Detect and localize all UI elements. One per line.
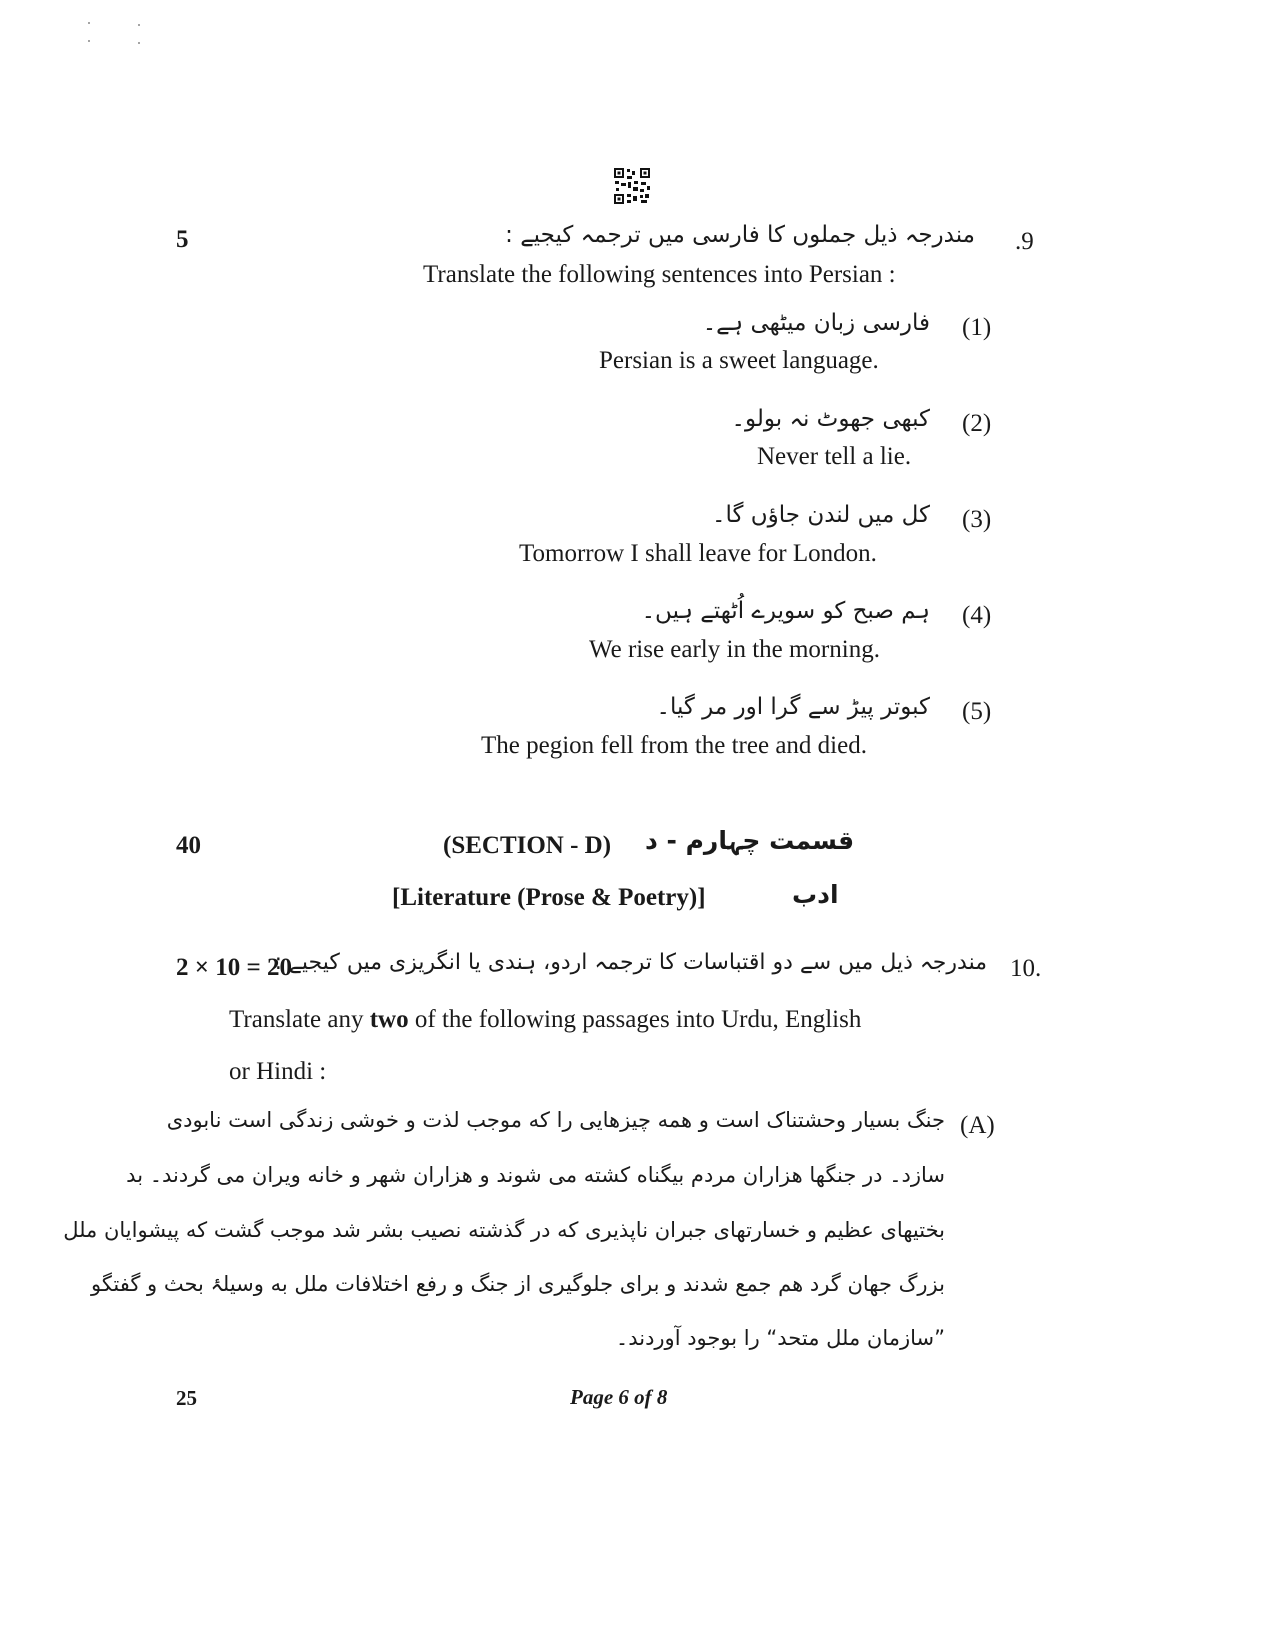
q9-item-urdu: کبھی جھوٹ نہ بولو۔ <box>731 406 930 432</box>
q9-item-english: The pegion fell from the tree and died. <box>481 732 867 759</box>
marks-section-d: 40 <box>176 832 201 859</box>
section-title-english: (SECTION - D) <box>443 832 612 859</box>
q9-item-urdu: کل میں لندن جاؤں گا۔ <box>712 502 930 528</box>
q9-item-label: (5) <box>962 698 992 725</box>
q9-item-urdu: کبوتر پیڑ سے گرا اور مر گیا۔ <box>656 694 930 720</box>
qr-code-icon <box>614 168 650 204</box>
q10-english-instruction-line1 <box>229 1006 861 1034</box>
q9-urdu-instruction: مندرجہ ذیل جملوں کا فارسی میں ترجمہ کیجیے : <box>505 222 975 248</box>
q9-item-label: (3) <box>962 506 992 533</box>
section-subtitle-english: [Literature (Prose & Poetry)] <box>392 884 706 911</box>
q9-item-english: Tomorrow I shall leave for London. <box>519 540 877 567</box>
q9-item-english: We rise early in the morning. <box>589 636 880 663</box>
question-number-9: .9 <box>1015 228 1034 255</box>
q9-item-label: (1) <box>962 314 992 341</box>
passage-line: بزرگ جهان گرد هم جمع شدند و برای جلوگیری از جنگ و رفع اختلافات ملل به وسیلۂ بحث و گفتگو <box>90 1272 945 1296</box>
section-title-urdu: قسمت چہارم - د <box>645 826 855 855</box>
passage-line: ”سازمان ملل متحد“ را بوجود آوردند۔ <box>615 1326 945 1350</box>
q10-urdu-instruction: مندرجہ ذیل میں سے دو اقتباسات کا ترجمہ اردو، ہندی یا انگریزی میں کیجیے : <box>274 950 987 975</box>
q9-item-urdu: فارسی زبان میٹھی ہے۔ <box>702 310 930 336</box>
question-number-10: 10. <box>1010 955 1042 982</box>
q9-item-urdu: ہم صبح کو سویرے اُٹھتے ہیں۔ <box>641 598 930 624</box>
q9-item-english: Never tell a lie. <box>757 443 912 470</box>
marks-q10: 2 × 10 = 20 <box>176 954 292 981</box>
passage-line: بختیهای عظیم و خسارتهای جبران ناپذیری که در گذشته نصیب بشر شد موجب گشت که پیشوایان ملل <box>63 1218 945 1242</box>
scan-speck <box>138 24 140 26</box>
q9-item-label: (2) <box>962 410 992 437</box>
footer-code: 25 <box>176 1386 197 1410</box>
instruction-bold-word: two <box>369 1006 409 1033</box>
scan-speck <box>88 22 90 24</box>
q9-item-english: Persian is a sweet language. <box>599 347 879 374</box>
instruction-text: of the following passages into Urdu, English <box>408 1006 862 1033</box>
instruction-text: Translate any <box>229 1006 370 1033</box>
passage-line: جنگ بسیار وحشتناک است و همه چیزهایی را که موجب لذت و خوشی زندگی است نابودی <box>166 1108 945 1132</box>
q10-english-instruction-line2: or Hindi : <box>229 1058 327 1085</box>
passage-line: سازد۔ در جنگها هزاران مردم بیگناه کشته می شوند و هزاران شهر و خانه ویران می گردند۔ بد <box>126 1163 945 1187</box>
q9-item-label: (4) <box>962 602 992 629</box>
marks-q9: 5 <box>176 226 189 253</box>
footer-page-number: Page 6 of 8 <box>570 1385 668 1409</box>
scan-speck <box>88 40 90 42</box>
section-subtitle-urdu: ادب <box>792 880 839 909</box>
passage-label: (A) <box>960 1112 995 1139</box>
q9-english-instruction: Translate the following sentences into Persian : <box>423 261 896 288</box>
scan-speck <box>138 42 140 44</box>
